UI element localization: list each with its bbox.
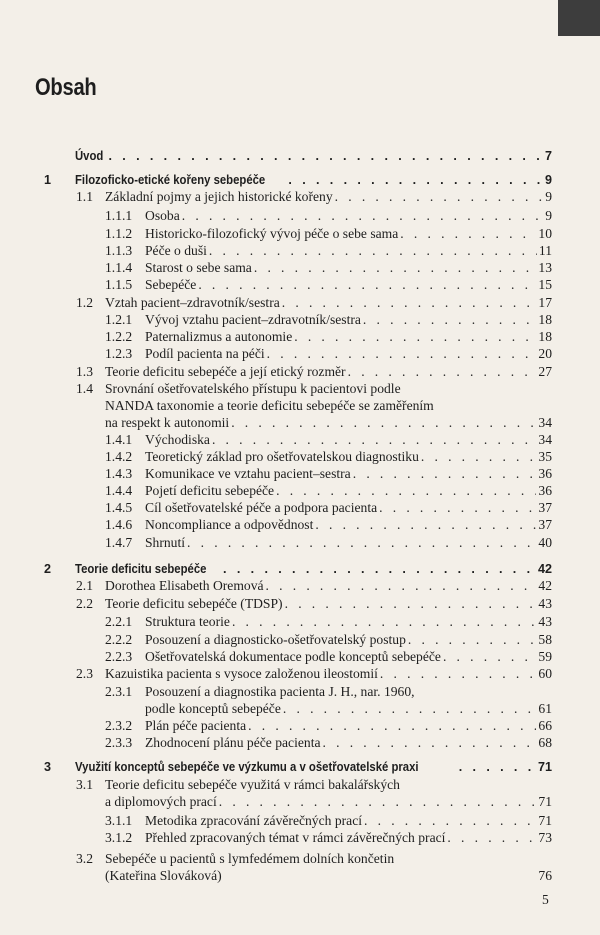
toc-entry-title: Metodika zpracování závěrečných prací <box>145 813 363 828</box>
toc-entry[interactable] <box>0 612 600 632</box>
toc-entry-number: 1.2.3 <box>105 346 133 361</box>
toc-entry[interactable] <box>0 664 600 684</box>
toc-entry-number: 3.1 <box>76 777 93 792</box>
toc-entry-page: 66 <box>538 718 552 733</box>
toc-entry-title: Teorie deficitu sebepéče (TDSP) <box>105 596 283 611</box>
toc-entry-number: 2.3 <box>76 666 93 681</box>
toc-entry-page: 15 <box>538 277 552 292</box>
toc-entry-page: 17 <box>538 295 552 310</box>
toc-entry-page: 60 <box>538 666 552 681</box>
toc-entry-page: 18 <box>538 312 552 327</box>
toc-entry-number: 1.4.7 <box>105 535 133 550</box>
toc-entry-page: 68 <box>538 735 552 750</box>
toc-entry-page: 37 <box>538 517 552 532</box>
toc-entry-title: Sebepéče <box>145 277 197 292</box>
toc-entry-page: 36 <box>538 483 552 498</box>
toc-entry-number: 1.3 <box>76 364 93 379</box>
toc-entry-page: 7 <box>544 149 552 163</box>
toc-entry-number: 2.3.3 <box>105 735 133 750</box>
toc-entry-page: 43 <box>538 596 552 611</box>
page-corner-mark <box>558 0 600 36</box>
toc-entry-title: Východiska <box>145 432 210 447</box>
dot-leader <box>335 187 544 207</box>
dot-leader <box>182 206 543 226</box>
toc-entry-title: Cíl ošetřovatelské péče a podpora pacienta <box>145 500 378 515</box>
dot-leader <box>108 146 543 166</box>
toc-entry-page: 11 <box>538 243 552 258</box>
toc-entry-number: 2.1 <box>76 578 93 593</box>
toc-entry-title: Úvod <box>75 149 104 163</box>
toc-entry-title: Kazuistika pacienta s vysoce založenou ileostomií <box>105 666 378 681</box>
toc-entry-title: Ošetřovatelská dokumentace podle konceptů sebepéče <box>145 649 441 664</box>
toc-entry-title: NANDA taxonomie a teorie deficitu sebepéče se zaměřením <box>105 398 434 413</box>
dot-leader <box>219 792 537 812</box>
toc-entry-page: 20 <box>538 346 552 361</box>
dot-leader <box>323 733 537 753</box>
toc-entry-title: Noncompliance a odpovědnost <box>145 517 314 532</box>
toc-entry-title: Dorothea Elisabeth Oremová <box>105 578 264 593</box>
toc-entry-title: Filozoficko-etické kořeny sebepéče <box>75 173 266 187</box>
toc-entry-title: Přehled zpracovaných témat v rámci závěrečných prací <box>145 830 446 845</box>
toc-entry-page: 9 <box>545 189 552 204</box>
dot-leader <box>315 515 536 535</box>
dot-leader <box>266 576 537 596</box>
toc-entry-page: 18 <box>538 329 552 344</box>
toc-entry-number: 1.4.1 <box>105 432 133 447</box>
toc-entry[interactable] <box>0 146 600 166</box>
toc-entry-number: 1.2 <box>76 295 93 310</box>
toc-entry-page: 37 <box>538 500 552 515</box>
toc-entry-number: 1.4.2 <box>105 449 133 464</box>
page-title: Obsah <box>35 74 97 101</box>
toc-entry-number: 1.2.2 <box>105 329 133 344</box>
toc-entry-page: 27 <box>538 364 552 379</box>
toc-entry-number: 2.3.1 <box>105 684 133 699</box>
toc-entry-page: 34 <box>538 415 552 430</box>
dot-leader <box>187 533 536 553</box>
toc-entry[interactable] <box>0 777 600 812</box>
toc-entry-page: 59 <box>538 649 552 664</box>
toc-entry-title: Zhodnocení plánu péče pacienta <box>145 735 321 750</box>
toc-entry-number: 2.2.1 <box>105 614 133 629</box>
toc-entry-number: 1.2.1 <box>105 312 133 327</box>
toc-entry-number: 2.2 <box>76 596 93 611</box>
toc-entry-title: Podíl pacienta na péči <box>145 346 265 361</box>
toc-entry[interactable] <box>0 576 600 596</box>
toc-entry-title: Plán péče pacienta <box>145 718 247 733</box>
dot-leader <box>447 828 536 848</box>
toc-entry-title: Komunikace ve vztahu pacient–sestra <box>145 466 351 481</box>
toc-entry-title: Pojetí deficitu sebepéče <box>145 483 275 498</box>
toc-entry-title: Vývoj vztahu pacient–zdravotník/sestra <box>145 312 361 327</box>
toc-entry-title: Vztah pacient–zdravotník/sestra <box>105 295 280 310</box>
toc-entry-number: 1.4.4 <box>105 483 133 498</box>
toc-entry-number: 2 <box>44 562 52 576</box>
toc-entry-number: 2.3.2 <box>105 718 133 733</box>
toc-entry-page: 9 <box>544 173 552 187</box>
toc-entry-number: 1.4.5 <box>105 500 133 515</box>
dot-leader <box>285 594 537 614</box>
toc-entry-title: Teorie deficitu sebepéče a její etický rozměr <box>105 364 346 379</box>
toc-entry[interactable] <box>0 851 600 886</box>
toc-entry-title: podle konceptů sebepéče <box>145 701 281 716</box>
toc-entry-title: Osoba <box>145 208 180 223</box>
toc-entry-number: 1.1 <box>76 189 93 204</box>
toc-entry-page: 58 <box>538 632 552 647</box>
toc-entry-number: 2.2.2 <box>105 632 133 647</box>
toc-entry-page: 71 <box>538 813 552 828</box>
toc-entry-number: 1.1.4 <box>105 260 133 275</box>
toc-entry-title: Struktura teorie <box>145 614 230 629</box>
dot-leader <box>459 757 536 777</box>
toc-entry-title: Teorie deficitu sebepéče využitá v rámci bakalářských <box>105 777 400 792</box>
toc-entry-page: 40 <box>538 535 552 550</box>
toc-entry-page: 43 <box>538 614 552 629</box>
toc-entry-page: 42 <box>537 562 552 576</box>
toc-entry-title: Srovnání ošetřovatelského přístupu k pacientovi podle <box>105 381 401 396</box>
toc-entry[interactable] <box>0 515 600 535</box>
toc-entry-title: Základní pojmy a jejich historické kořeny <box>105 189 333 204</box>
toc-entry-title: Paternalizmus a autonomie <box>145 329 293 344</box>
toc-entry-title: Historicko-filozofický vývoj péče o sebe sama <box>145 226 399 241</box>
toc-entry-page: 71 <box>537 760 552 774</box>
toc-entry-number: 3.2 <box>76 851 93 866</box>
toc-entry-title: a diplomových prací <box>105 794 217 809</box>
toc-entry-page: 36 <box>538 466 552 481</box>
toc-entry[interactable] <box>0 344 600 364</box>
toc-entry-title: Posouzení a diagnosticko-ošetřovatelský postup <box>145 632 406 647</box>
dot-leader <box>267 344 537 364</box>
toc-entry-number: 1.4.3 <box>105 466 133 481</box>
toc-entry[interactable] <box>0 733 600 753</box>
toc-entry-number: 3.1.2 <box>105 830 133 845</box>
dot-leader <box>380 664 536 684</box>
toc-entry-page: 76 <box>538 868 552 883</box>
dot-leader <box>198 275 536 295</box>
toc-entry-number: 1.1.1 <box>105 208 133 223</box>
toc-entry[interactable] <box>0 828 600 848</box>
toc-entry-title: Péče o duši <box>145 243 207 258</box>
toc-entry-page: 13 <box>538 260 552 275</box>
toc-entry-title: Teorie deficitu sebepéče <box>75 562 207 576</box>
toc-entry-page: 71 <box>538 794 552 809</box>
toc-entry-page: 73 <box>538 830 552 845</box>
toc-entry-number: 1.1.3 <box>105 243 133 258</box>
toc-entry-title: Shrnutí <box>145 535 186 550</box>
toc-entry[interactable] <box>0 275 600 295</box>
toc-entry-number: 2.2.3 <box>105 649 133 664</box>
toc-entry[interactable] <box>0 594 600 614</box>
toc-entry-title: Posouzení a diagnostika pacienta J. H., nar. 1960, <box>145 684 415 699</box>
toc-entry-page: 61 <box>538 701 552 716</box>
toc-entry-page: 9 <box>545 208 552 223</box>
toc-entry-number: 3.1.1 <box>105 813 133 828</box>
toc-entry-title: (Kateřina Slováková) <box>105 868 222 883</box>
toc-entry[interactable] <box>0 533 600 553</box>
toc-entry-number: 1.1.2 <box>105 226 133 241</box>
toc-entry-page: 34 <box>538 432 552 447</box>
toc-entry-page: 42 <box>538 578 552 593</box>
toc-entry-title: Teoretický základ pro ošetřovatelskou diagnostiku <box>145 449 419 464</box>
toc-entry[interactable] <box>0 206 600 226</box>
toc-entry-title: Využití konceptů sebepéče ve výzkumu a v ošetřovatelské praxi <box>75 760 419 774</box>
toc-entry-number: 1 <box>44 173 52 187</box>
toc-entry-number: 3 <box>44 760 52 774</box>
toc-entry-title: Sebepéče u pacientů s lymfedémem dolních končetin <box>105 851 395 866</box>
toc-entry-title: Starost o sebe sama <box>145 260 252 275</box>
page-number: 5 <box>542 892 549 907</box>
toc-entry-number: 1.4 <box>76 381 93 396</box>
toc-entry-number: 1.1.5 <box>105 277 133 292</box>
toc-entry-page: 10 <box>538 226 552 241</box>
toc-entry-title: na respekt k autonomii <box>105 415 230 430</box>
toc-entry-number: 1.4.6 <box>105 517 133 532</box>
toc-entry[interactable] <box>0 187 600 207</box>
dot-leader <box>232 612 536 632</box>
toc-entry-page: 35 <box>538 449 552 464</box>
toc-entry[interactable] <box>0 757 600 777</box>
